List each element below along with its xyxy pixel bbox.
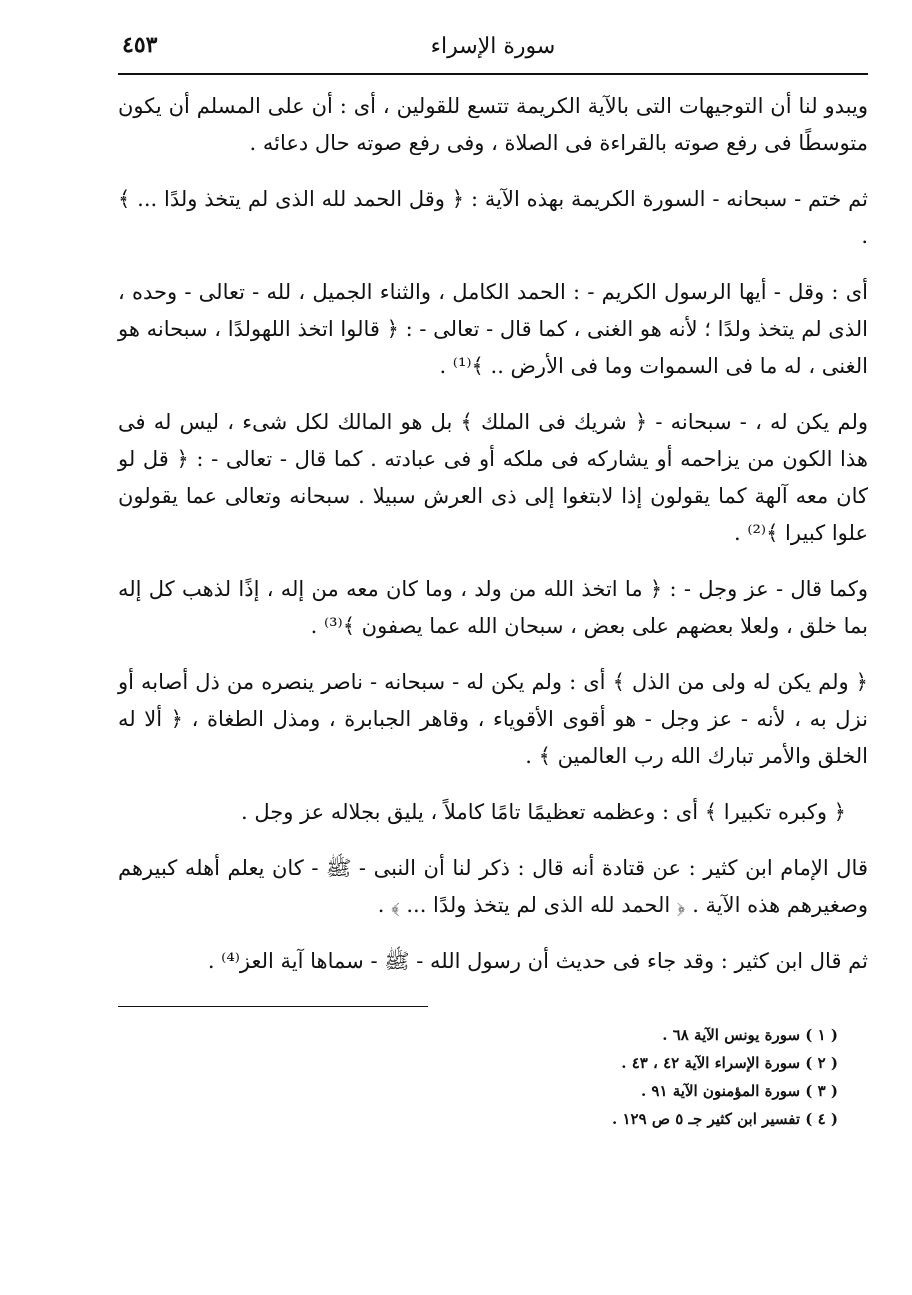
paragraph: ويبدو لنا أن التوجيهات التى بالآية الكريمة تتسع للقولين ، أى : أن على المسلم أن يكون متوسطًا فى رفع صوته بالقراءة فى الصلاة ، وفى رفع صوته حال دعائه . <box>118 94 868 155</box>
paragraph: ﴿ وكبره تكبيرا ﴾ أى : وعظمه تعظيمًا تامًا كاملاً ، يليق بجلاله عز وجل . <box>241 800 846 824</box>
paragraph: أى : وقل - أيها الرسول الكريم - : الحمد الكامل ، والثناء الجميل ، لله - تعالى - وحده ، الذى لم يتخذ ولدًا ؛ لأنه هو الغنى ، كما قال - تعالى - : ﴿ قالوا اتخذ اللهولدًا ، سبحانه هو الغنى ، له ما فى السموات وما فى الأرض .. ﴾⁽¹⁾ . <box>118 280 868 378</box>
paragraph: ثم ختم - سبحانه - السورة الكريمة بهذه الآية : ﴿ وقل الحمد لله الذى لم يتخذ ولدًا ... ﴾ . <box>118 187 868 248</box>
footnote: ( ٣ ) سورة المؤمنون الآية ٩١ . <box>640 1082 838 1100</box>
paragraph: ثم قال ابن كثير : وقد جاء فى حديث أن رسول الله - ﷺ - سماها آية العز⁽⁴⁾ . <box>207 949 868 973</box>
surah-title: سورة الإسراء <box>430 34 556 59</box>
header-divider <box>118 73 868 75</box>
footnote: ( ٤ ) تفسير ابن كثير جـ ٥ ص ١٢٩ . <box>612 1110 838 1128</box>
footnote-separator <box>118 1006 428 1007</box>
footnote-separator-wrap <box>118 1006 868 1007</box>
footnote: ( ٢ ) سورة الإسراء الآية ٤٢ ، ٤٣ . <box>621 1054 838 1072</box>
paragraph: قال الإمام ابن كثير : عن قتادة أنه قال : ذكر لنا أن النبى - ﷺ - كان يعلم أهله كبيرهم وصغيرهم هذه الآية . ﴿ الحمد لله الذى لم يتخذ ولدًا ... ﴾ . <box>118 856 868 917</box>
paragraph: ولم يكن له ، - سبحانه - ﴿ شريك فى الملك ﴾ بل هو المالك لكل شىء ، ليس له فى هذا الكون من يزاحمه أو يشاركه فى ملكه أو فى عبادته . كما قال - تعالى - : ﴿ قل لو كان معه آلهة كما يقولون إذا لابتغوا إلى ذى العرش سبيلا . سبحانه وتعالى عما يقولون علوا كبيرا ﴾⁽²⁾ . <box>118 410 868 545</box>
book-page <box>118 30 868 1270</box>
page-number: ٤٥٣ <box>122 32 158 58</box>
footnote: ( ١ ) سورة يونس الآية ٦٨ . <box>662 1026 838 1044</box>
paragraph: وكما قال - عز وجل - : ﴿ ما اتخذ الله من ولد ، وما كان معه من إله ، إذًا لذهب كل إله بما خلق ، ولعلا بعضهم على بعض ، سبحان الله عما يصفون ﴾⁽³⁾ . <box>118 577 868 638</box>
page-header <box>118 30 868 72</box>
paragraph: ﴿ ولم يكن له ولى من الذل ﴾ أى : ولم يكن له - سبحانه - ناصر ينصره من ذل أصابه أو نزل به ، لأنه - عز وجل - هو أقوى الأقوياء ، وقاهر الجبابرة ، ومذل الطغاة ، ﴿ ألا له الخلق والأمر تبارك الله رب العالمين ﴾ . <box>118 670 868 768</box>
footnotes <box>118 1021 868 1133</box>
page-body <box>118 88 868 980</box>
